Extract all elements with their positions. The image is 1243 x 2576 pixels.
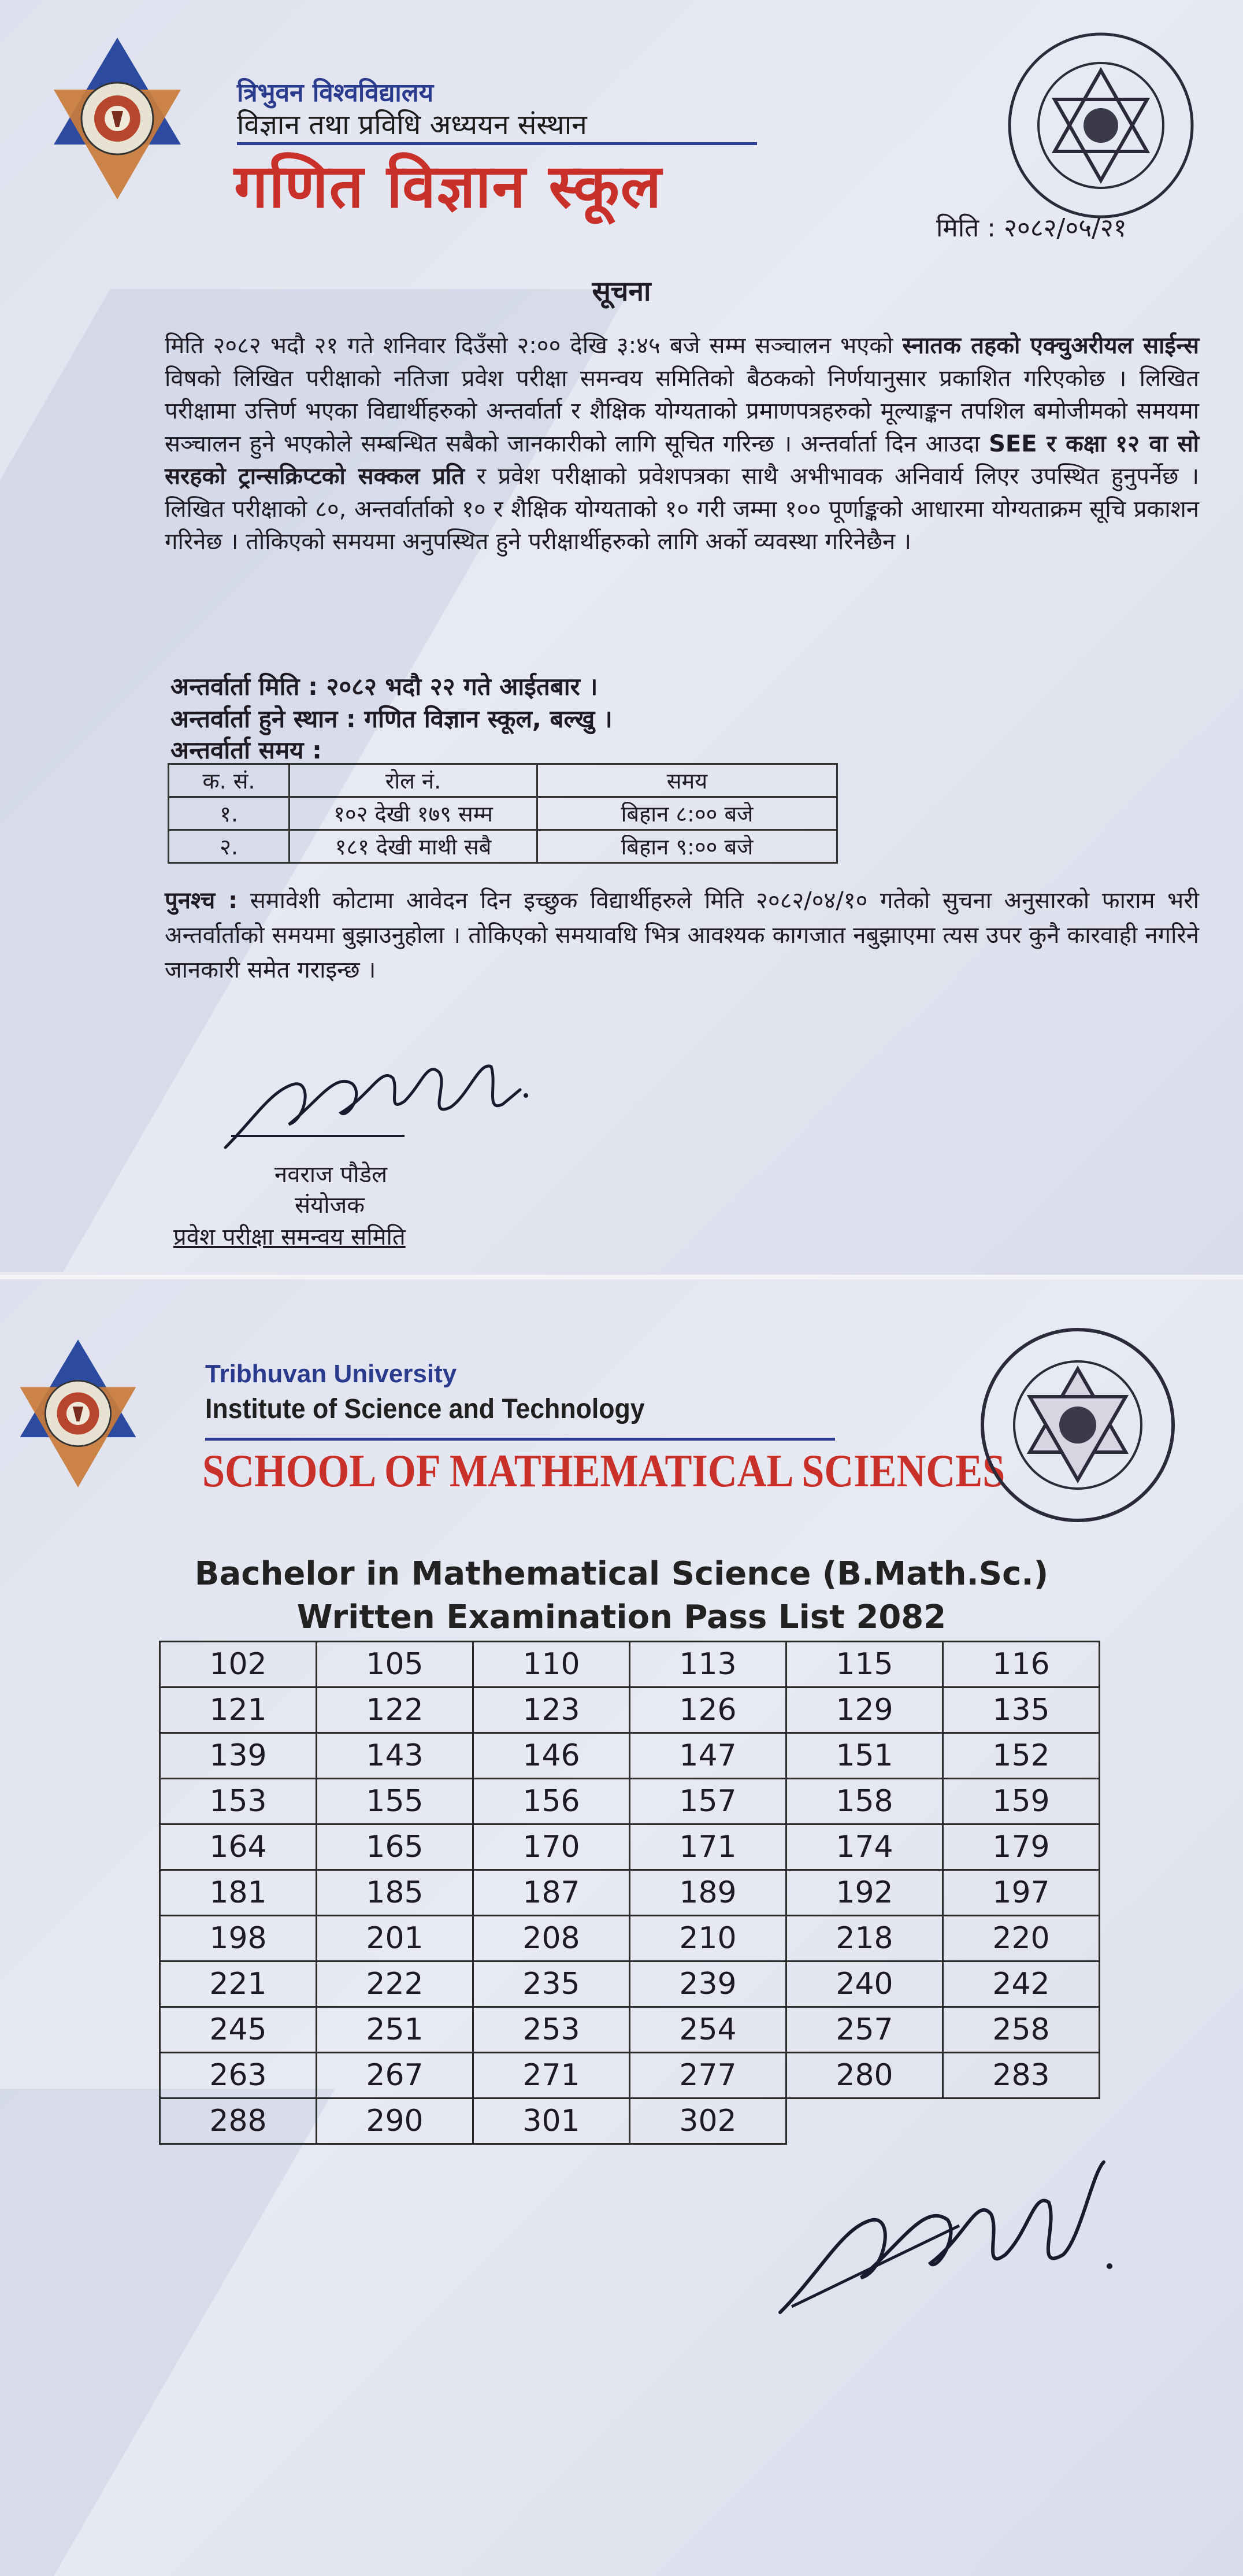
schedule-cell: १८१ देखी माथी सबै xyxy=(290,830,537,863)
schedule-header-row xyxy=(169,764,837,797)
roll-number-cell: 197 xyxy=(943,1870,1100,1916)
roll-number-cell: 179 xyxy=(943,1824,1100,1870)
postscript-label: पुनश्च : xyxy=(165,887,238,914)
roll-number-cell: 221 xyxy=(160,1961,317,2007)
roll-number-cell: 153 xyxy=(160,1779,317,1824)
roll-number-cell: 171 xyxy=(630,1824,786,1870)
roll-number-cell: 208 xyxy=(473,1916,630,1961)
ist-seal-icon xyxy=(977,1324,1179,1528)
roll-number-cell: 165 xyxy=(317,1824,473,1870)
roll-number-cell: 277 xyxy=(630,2053,786,2098)
schedule-cell: बिहान ९:०० बजे xyxy=(537,830,837,863)
pass-list-row xyxy=(160,2098,1100,2144)
roll-number-cell: 155 xyxy=(317,1779,473,1824)
roll-number-cell: 158 xyxy=(786,1779,943,1824)
notice-paragraph xyxy=(165,330,1199,558)
roll-number-cell: 135 xyxy=(943,1687,1100,1733)
institute-name: विज्ञान तथा प्रविधि अध्ययन संस्थान xyxy=(237,109,587,141)
signature-icon xyxy=(769,2139,1115,2332)
roll-number-cell: 174 xyxy=(786,1824,943,1870)
roll-number-cell: 151 xyxy=(786,1733,943,1779)
university-name: त्रिभुवन विश्वविद्यालय xyxy=(237,78,434,108)
roll-number-cell: 201 xyxy=(317,1916,473,1961)
pass-list-row xyxy=(160,1687,1100,1733)
page-divider xyxy=(0,1275,1243,1279)
roll-number-cell: 302 xyxy=(630,2098,786,2144)
university-name-en: Tribhuvan University xyxy=(205,1360,457,1388)
pass-list-row xyxy=(160,1824,1100,1870)
tu-emblem-icon xyxy=(51,35,184,202)
roll-number-cell: 139 xyxy=(160,1733,317,1779)
roll-number-cell: 258 xyxy=(943,2007,1100,2053)
roll-number-cell: 156 xyxy=(473,1779,630,1824)
roll-number-cell: 164 xyxy=(160,1824,317,1870)
school-name-en: SCHOOL OF MATHEMATICAL SCIENCES xyxy=(202,1446,1005,1497)
schedule-cell: २. xyxy=(169,830,290,863)
roll-number-cell: 263 xyxy=(160,2053,317,2098)
roll-number-cell: 170 xyxy=(473,1824,630,1870)
roll-number-cell: 301 xyxy=(473,2098,630,2144)
roll-number-cell: 271 xyxy=(473,2053,630,2098)
pass-list-row xyxy=(160,1733,1100,1779)
roll-number-cell: 283 xyxy=(943,2053,1100,2098)
roll-number-cell: 288 xyxy=(160,2098,317,2144)
roll-number-cell: 239 xyxy=(630,1961,786,2007)
notice-title: सूचना xyxy=(592,275,651,308)
roll-number-cell: 121 xyxy=(160,1687,317,1733)
roll-number-cell: 257 xyxy=(786,2007,943,2053)
notice-date: मिति : २०८२/०५/२१ xyxy=(936,213,1127,243)
ist-seal-icon xyxy=(1003,30,1199,223)
roll-number-cell: 222 xyxy=(317,1961,473,2007)
roll-number-cell: 126 xyxy=(630,1687,786,1733)
roll-number-cell: 210 xyxy=(630,1916,786,1961)
pass-list-row xyxy=(160,2007,1100,2053)
header-rule xyxy=(205,1438,835,1441)
roll-number-cell: 251 xyxy=(317,2007,473,2053)
interview-schedule-table xyxy=(168,763,838,864)
roll-number-cell: 187 xyxy=(473,1870,630,1916)
roll-number-cell: 113 xyxy=(630,1642,786,1687)
roll-number-cell: 240 xyxy=(786,1961,943,2007)
schedule-row xyxy=(169,830,837,863)
schedule-header: क. सं. xyxy=(169,764,290,797)
roll-number-cell: 235 xyxy=(473,1961,630,2007)
pass-list-row xyxy=(160,1961,1100,2007)
roll-number-cell: 280 xyxy=(786,2053,943,2098)
roll-number-cell: 218 xyxy=(786,1916,943,1961)
background-shade xyxy=(0,2089,335,2576)
roll-number-cell: 102 xyxy=(160,1642,317,1687)
roll-number-cell: 267 xyxy=(317,2053,473,2098)
roll-number-cell: 290 xyxy=(317,2098,473,2144)
roll-number-cell: 115 xyxy=(786,1642,943,1687)
schedule-header: समय xyxy=(537,764,837,797)
schedule-header: रोल नं. xyxy=(290,764,537,797)
postscript xyxy=(165,883,1199,987)
schedule-cell: १०२ देखी १७९ सम्म xyxy=(290,797,537,830)
roll-number-cell: 143 xyxy=(317,1733,473,1779)
para-tail: र प्रवेश परीक्षाको प्रवेशपत्रका साथै अभीभावक अनिवार्य लिएर उपस्थित हुनुपर्नेछ । लिखित परीक्षाको ८०, अन्तर्वार्ताको १० र शैक्षिक योग्यताको १० गरी जम्मा १०० पूर्णाङ्कको आधारमा योग्यताक्रम सूचि प्रकाशन गरिनेछ । तोकिएको समयमा अनुपस्थित हुने परीक्षार्थीहरुको लागि अर्को व्यवस्था गरिनेछैन । xyxy=(165,463,1199,555)
roll-number-cell: 146 xyxy=(473,1733,630,1779)
signatory-role: संयोजक xyxy=(295,1192,365,1219)
interview-date: अन्तर्वार्ता मिति : २०८२ भदौ २२ गते आईतबार । xyxy=(170,672,598,701)
pass-list-row xyxy=(160,1642,1100,1687)
pass-list-row xyxy=(160,2053,1100,2098)
interview-place: अन्तर्वार्ता हुने स्थान : गणित विज्ञान स्कूल, बल्खु । xyxy=(170,705,613,733)
roll-number-cell: 157 xyxy=(630,1779,786,1824)
roll-number-cell: 110 xyxy=(473,1642,630,1687)
roll-number-cell: 129 xyxy=(786,1687,943,1733)
roll-number-cell: 122 xyxy=(317,1687,473,1733)
empty-cell xyxy=(786,2098,943,2144)
postscript-text: समावेशी कोटामा आवेदन दिन इच्छुक विद्यार्थीहरुले मिति २०८२/०४/१० गतेको सुचना अनुसारको फाराम भरी अन्तर्वार्ताको समयमा बुझाउनुहोला । तोकिएको समयावधि भित्र आवश्यक कागजात नबुझाएमा त्यस उपर कुनै कारवाही नगरिने जानकारी समेत गराइन्छ । xyxy=(165,887,1199,983)
signatory-name: नवराज पौडेल xyxy=(274,1161,388,1188)
signatory-committee: प्रवेश परीक्षा समन्वय समिति xyxy=(173,1224,406,1250)
schedule-row xyxy=(169,797,837,830)
pass-list-subtitle: Written Examination Pass List 2082 xyxy=(296,1598,947,1636)
para-lead: मिति २०८२ भदौ २१ गते शनिवार दिउँसो २:०० देखि ३:४५ बजे सम्म सञ्चालन भएको xyxy=(165,332,903,359)
notice-sheet xyxy=(0,0,1243,1275)
pass-list-row xyxy=(160,1779,1100,1824)
roll-number-cell: 245 xyxy=(160,2007,317,2053)
roll-number-cell: 253 xyxy=(473,2007,630,2053)
roll-number-cell: 181 xyxy=(160,1870,317,1916)
para-documents: SEE र कक्षा १२ वा सो सरहको ट्रान्सक्रिप्टको सक्कल प्रति xyxy=(165,430,1199,490)
roll-number-cell: 147 xyxy=(630,1733,786,1779)
roll-number-cell: 159 xyxy=(943,1779,1100,1824)
institute-name-en: Institute of Science and Technology xyxy=(205,1394,645,1424)
schedule-cell: १. xyxy=(169,797,290,830)
empty-cell xyxy=(943,2098,1100,2144)
signature-icon xyxy=(220,1049,543,1161)
interview-time-label: अन्तर्वार्ता समय : xyxy=(170,736,322,764)
roll-number-cell: 220 xyxy=(943,1916,1100,1961)
pass-list-table xyxy=(159,1641,1100,2145)
para-middle: विषको लिखित परीक्षाको नतिजा प्रवेश परीक्षा समन्वय समितिको बैठकको निर्णयानुसार प्रकाशित गरिएकोछ । लिखित परीक्षामा उत्तिर्ण भएका विद्यार्थीहरुको अन्तर्वार्ता र शैक्षिक योग्यताको प्रमाणपत्रहरुको मूल्याङ्कन तपशिल बमोजीमको समयमा सञ्चालन हुने भएकोले सम्बन्धित सबैको जानकारीको लागि सूचित गरिन्छ । अन्तर्वार्ता दिन आउदा xyxy=(165,365,1199,457)
roll-number-cell: 254 xyxy=(630,2007,786,2053)
roll-number-cell: 192 xyxy=(786,1870,943,1916)
para-program: स्नातक तहको एक्चुअरीयल साईन्स xyxy=(902,332,1199,359)
roll-number-cell: 189 xyxy=(630,1870,786,1916)
roll-number-cell: 185 xyxy=(317,1870,473,1916)
schedule-cell: बिहान ८:०० बजे xyxy=(537,797,837,830)
roll-number-cell: 105 xyxy=(317,1642,473,1687)
pass-list-program-title: Bachelor in Mathematical Science (B.Math.Sc.) xyxy=(194,1555,1049,1593)
roll-number-cell: 242 xyxy=(943,1961,1100,2007)
roll-number-cell: 116 xyxy=(943,1642,1100,1687)
pass-list-row xyxy=(160,1870,1100,1916)
roll-number-cell: 198 xyxy=(160,1916,317,1961)
tu-emblem-icon xyxy=(17,1335,139,1491)
school-name: गणित विज्ञान स्कूल xyxy=(234,151,663,221)
roll-number-cell: 152 xyxy=(943,1733,1100,1779)
roll-number-cell: 123 xyxy=(473,1687,630,1733)
pass-list-row xyxy=(160,1916,1100,1961)
